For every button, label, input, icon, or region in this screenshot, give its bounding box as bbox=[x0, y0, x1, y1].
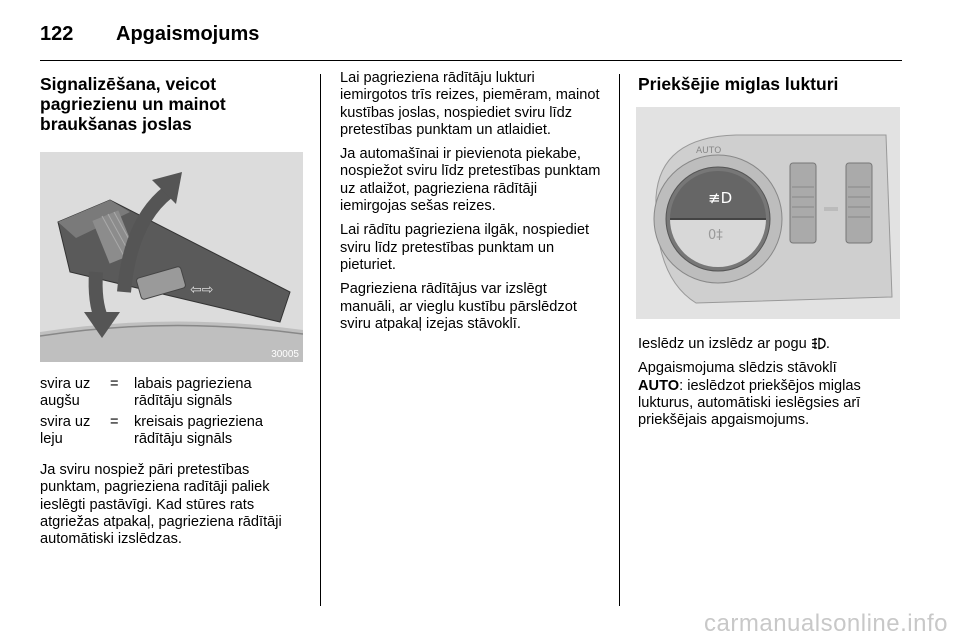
page-number: 122 bbox=[40, 22, 74, 45]
body-paragraph bbox=[40, 462, 306, 555]
fog-light-text bbox=[638, 336, 902, 436]
column-left bbox=[40, 70, 304, 134]
legend-equals: = bbox=[110, 376, 119, 392]
legend-row bbox=[40, 376, 304, 411]
paragraph-trailer: Ja automašīnai ir pievienota piekabe, nospiežot sviru līdz pretestības punktam uz atlaižot, pagrieziena rādītāji iemirgojas sešas reizes. bbox=[340, 146, 601, 215]
svg-text:0‡: 0‡ bbox=[708, 228, 723, 243]
text-auto-post: : ieslēdzot priekšējos miglas lukturus, automātiski ieslēgsies arī priekšējais apgaismojums. bbox=[638, 377, 861, 429]
legend-key: svira uz leju bbox=[40, 413, 91, 447]
lever-drawing bbox=[40, 152, 303, 362]
auto-keyword: AUTO bbox=[638, 377, 680, 394]
legend-table bbox=[40, 376, 304, 451]
column-divider bbox=[320, 74, 321, 606]
light-switch-illustration bbox=[636, 107, 900, 319]
legend-row bbox=[40, 414, 304, 449]
legend-value: labais pagrieziena rādītāju signāls bbox=[134, 376, 252, 410]
paragraph-manual-off: Pagrieziena rādītājus var izslēgt manuāli, ar vieglu kustību pārslēdzot sviru atpakaļ izejas stāvoklī. bbox=[340, 281, 577, 332]
svg-text:⇦⇨: ⇦⇨ bbox=[190, 282, 214, 298]
switch-auto-label: AUTO bbox=[696, 146, 722, 156]
paragraph-fog-toggle bbox=[638, 336, 902, 353]
light-switch-drawing bbox=[636, 107, 900, 319]
turn-signal-lever-illustration bbox=[40, 152, 303, 362]
column-divider bbox=[619, 74, 620, 606]
section-heading-turn-signals: Signalizēšana, veicot pagriezienu un mainot braukšanas joslas bbox=[40, 74, 226, 134]
watermark: carmanualsonline.info bbox=[704, 610, 948, 637]
paragraph-triple-flash: Lai pagrieziena rādītāju lukturi iemirgotos trīs reizes, piemēram, mainot kustības joslas, nospiediet sviru līdz pretestības punktam un atlaidiet. bbox=[340, 70, 600, 138]
paragraph-hold: Lai rādītu pagrieziena ilgāk, nospiediet sviru līdz pretestības punktam un pieturiet. bbox=[340, 222, 590, 273]
legend-key: svira uz augšu bbox=[40, 376, 91, 410]
paragraph-auto-mode bbox=[638, 360, 902, 429]
front-fog-light-icon bbox=[811, 337, 826, 350]
chapter-title: Apgaismojums bbox=[116, 22, 260, 45]
column-right bbox=[638, 70, 902, 94]
header-rule bbox=[40, 60, 902, 61]
section-heading-fog-lights: Priekšējie miglas lukturi bbox=[638, 74, 839, 94]
text-fog-toggle-end: . bbox=[825, 336, 830, 352]
page-header bbox=[40, 14, 259, 54]
svg-text:≢D: ≢D bbox=[708, 189, 733, 207]
paragraph-persistent-signal: Ja sviru nospiež pāri pretestības punktam, pagrieziena radītāji paliek ieslēgti pastāvīgi. Kad stūres rats atgriežas atpakaļ, pagrieziena rādītāji automātiski izslēdzas. bbox=[40, 462, 282, 548]
text-fog-toggle: Ieslēdz un izslēdz ar pogu bbox=[638, 336, 807, 352]
column-middle bbox=[340, 70, 606, 340]
figure-number: 30005 bbox=[271, 349, 299, 360]
legend-equals: = bbox=[110, 413, 119, 430]
legend-value: kreisais pagrieziena rādītāju signāls bbox=[134, 413, 263, 447]
text-auto-pre: Apgaismojuma slēdzis stāvoklī bbox=[638, 360, 837, 377]
